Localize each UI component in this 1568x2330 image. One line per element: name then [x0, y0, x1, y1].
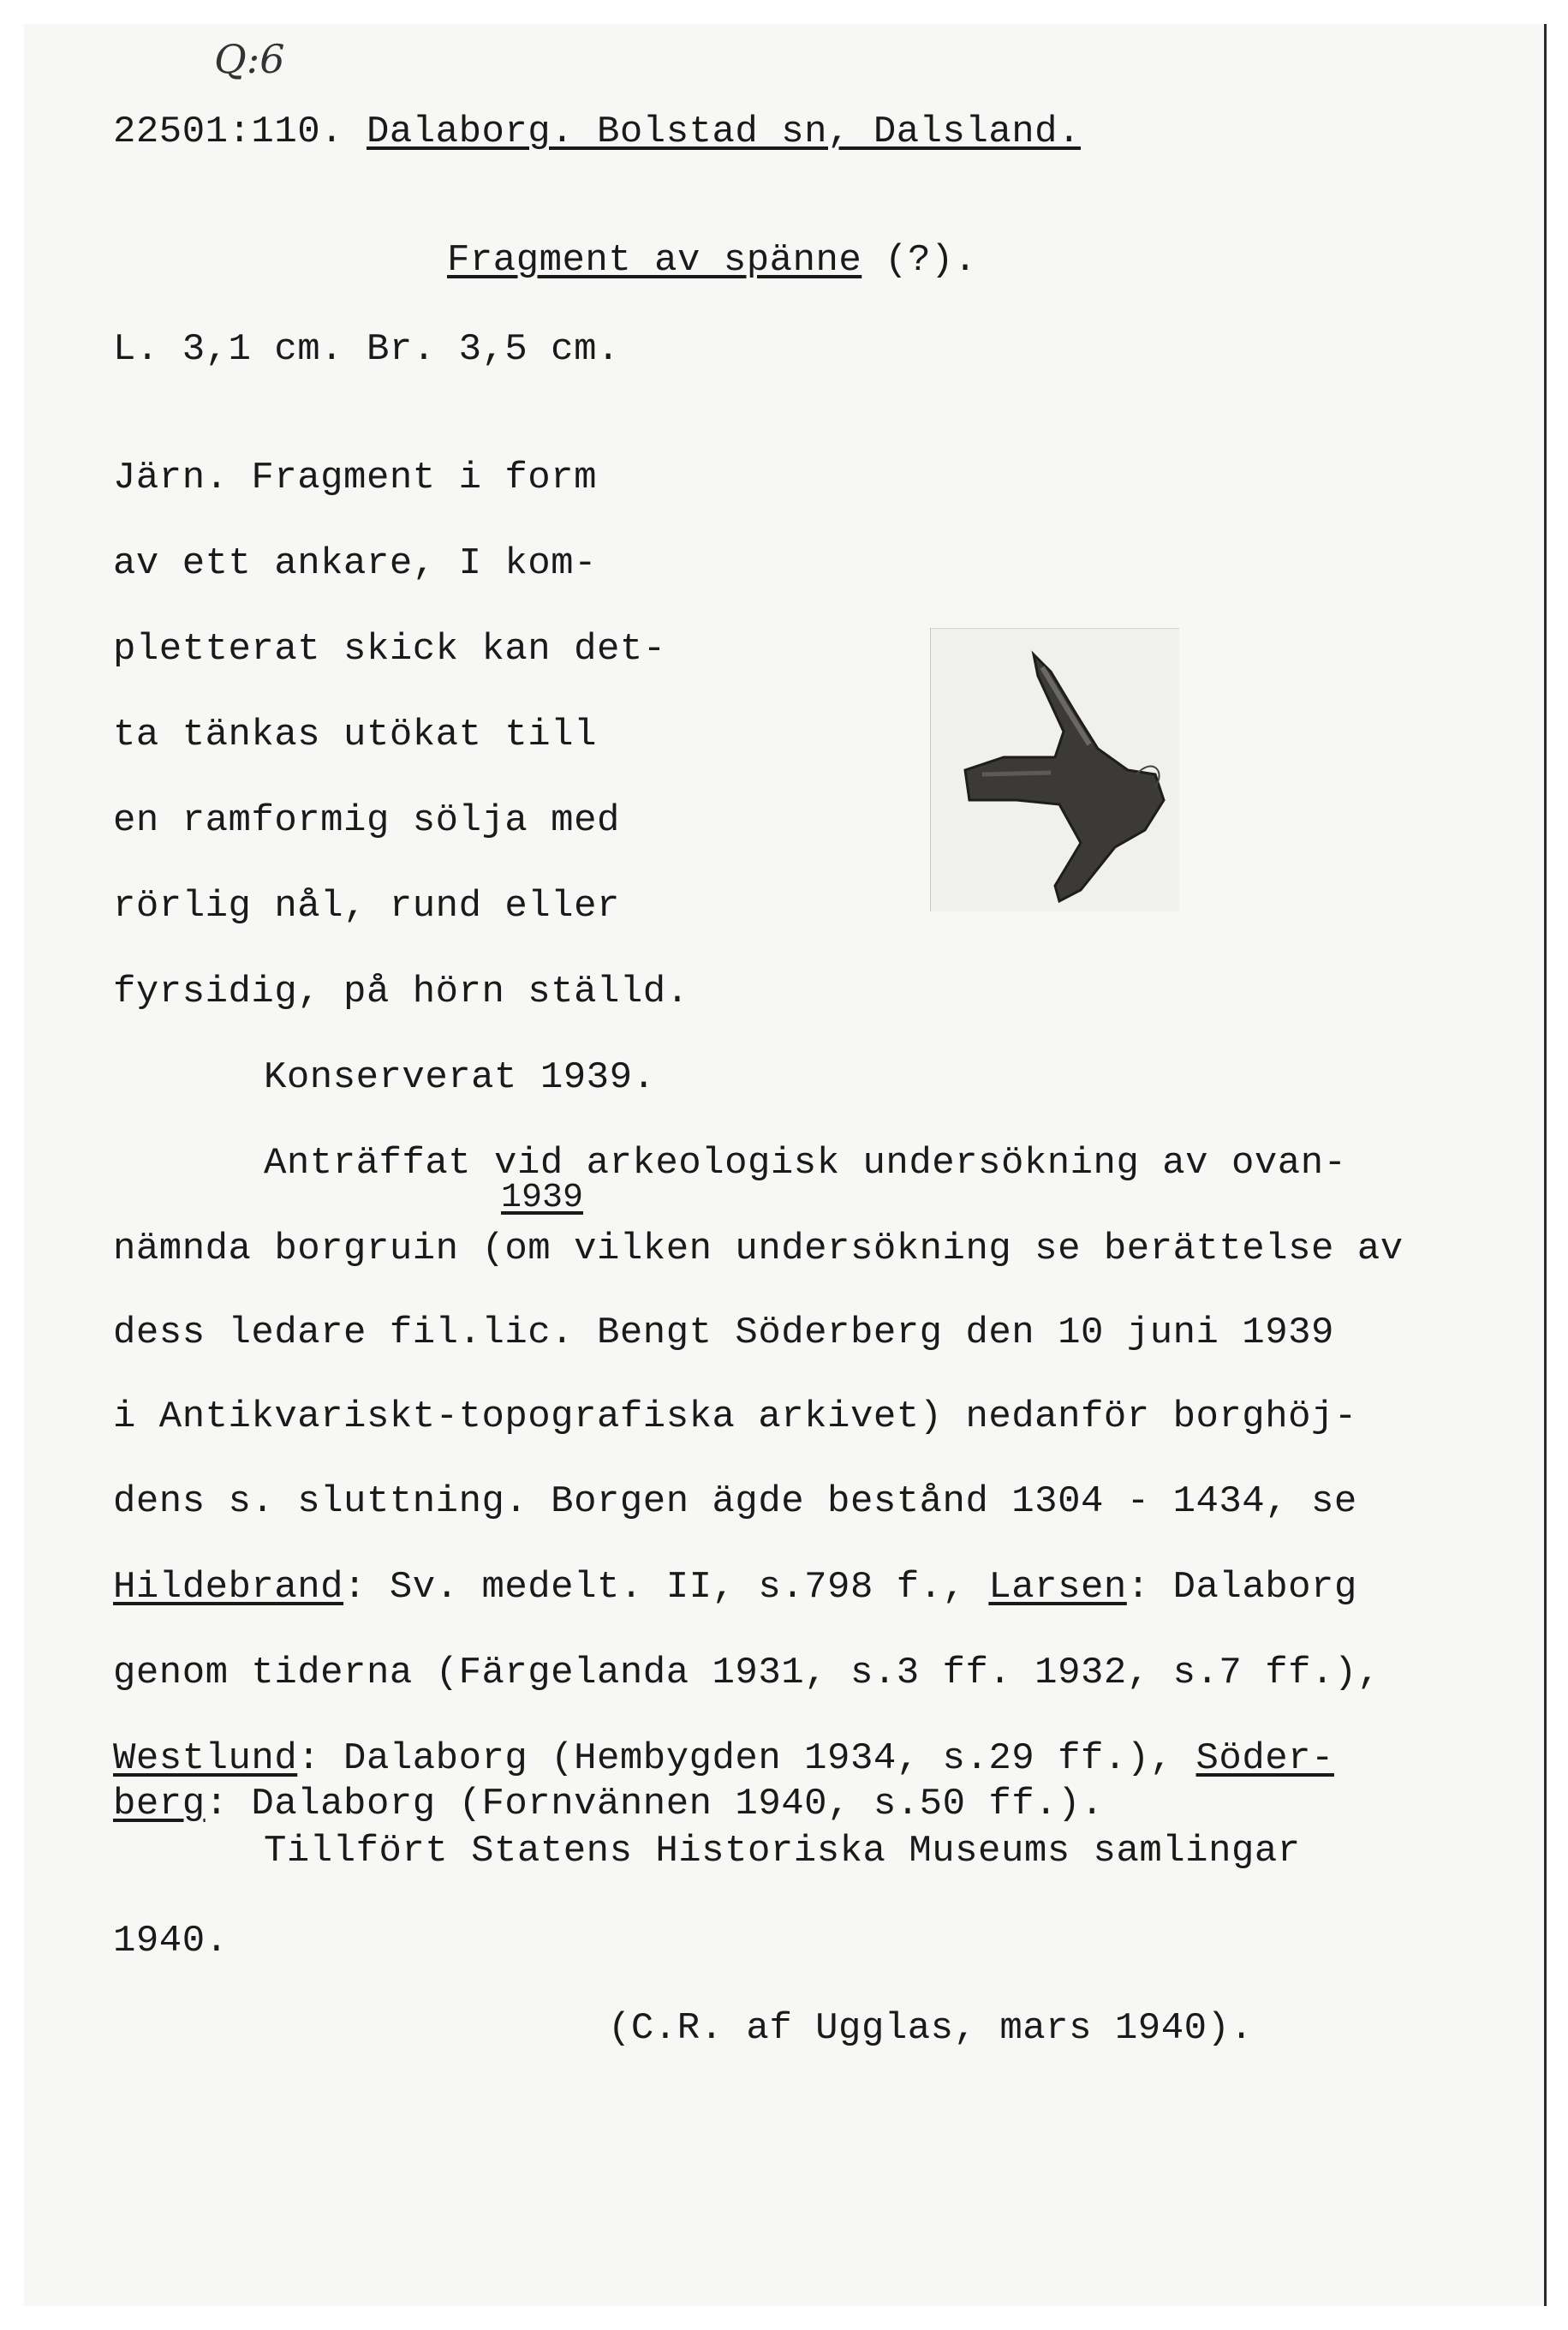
desc-line: Järn. Fragment i form — [113, 457, 597, 499]
ref-author-hildebrand: Hildebrand — [113, 1566, 344, 1609]
ref-author-westlund: Westlund — [113, 1737, 298, 1780]
object-title — [447, 238, 977, 283]
desc-line: ta tänkas utökat till — [113, 714, 597, 756]
desc-line: fyrsidig, på hörn ställd. — [113, 971, 689, 1013]
desc-line: rörlig nål, rund eller — [113, 885, 620, 928]
ref-text: : Sv. medelt. II, s.798 f., — [343, 1566, 989, 1609]
found-line-4: i Antikvariskt-topografiska arkivet) nedanför borghöj- — [113, 1395, 1357, 1438]
dimensions: L. 3,1 cm. Br. 3,5 cm. — [113, 328, 620, 371]
desc-line: av ett ankare, I kom- — [113, 542, 597, 585]
acquired-note: Tillfört Statens Historiska Museums samlingar — [264, 1830, 1301, 1873]
acquired-year: 1940. — [113, 1920, 229, 1963]
ref-text: : Dalaborg (Hembygden 1934, s.29 ff.), — [297, 1737, 1196, 1780]
ref-text: : Dalaborg — [1126, 1566, 1357, 1609]
ref-author-larsen: Larsen — [988, 1566, 1127, 1609]
anchor-fragment-image — [931, 629, 1179, 911]
signature: (C.R. af Ugglas, mars 1940). — [608, 2007, 1254, 2050]
header-number: 22501:110. — [113, 111, 344, 153]
reference-line-3 — [113, 1736, 1334, 1781]
header-line — [113, 110, 1081, 154]
found-line-2: nämnda borgruin (om vilken undersökning se berättelse av — [113, 1228, 1404, 1270]
handwritten-mark: Q:6 — [214, 36, 285, 82]
reference-line-2: genom tiderna (Färgelanda 1931, s.3 ff. 1932, s.7 ff.), — [113, 1652, 1380, 1694]
found-line-5: dens s. sluttning. Borgen ägde bestånd 1304 - 1434, se — [113, 1480, 1357, 1523]
title-suffix: (?). — [862, 239, 977, 282]
title-text: Fragment av spänne — [447, 239, 862, 282]
found-line-3: dess ledare fil.lic. Bengt Söderberg den 10 juni 1939 — [113, 1311, 1334, 1354]
ref-text: : Dalaborg (Fornvännen 1940, s.50 ff.). — [205, 1783, 1104, 1825]
reference-line-4 — [113, 1782, 1104, 1826]
conserved-note: Konserverat 1939. — [264, 1056, 656, 1099]
reference-line-1 — [113, 1565, 1357, 1610]
inserted-year: 1939 — [501, 1179, 584, 1217]
ref-author-soderberg-b: berg — [113, 1783, 206, 1825]
header-site: Dalaborg. Bolstad sn, Dalsland. — [366, 111, 1081, 153]
desc-line: pletterat skick kan det- — [113, 628, 666, 671]
object-photo — [930, 628, 1179, 911]
found-line-1: Anträffat vid arkeologisk undersökning av ovan- — [264, 1142, 1347, 1185]
desc-line: en ramformig sölja med — [113, 799, 620, 842]
ref-author-soderberg-a: Söder- — [1195, 1737, 1334, 1780]
